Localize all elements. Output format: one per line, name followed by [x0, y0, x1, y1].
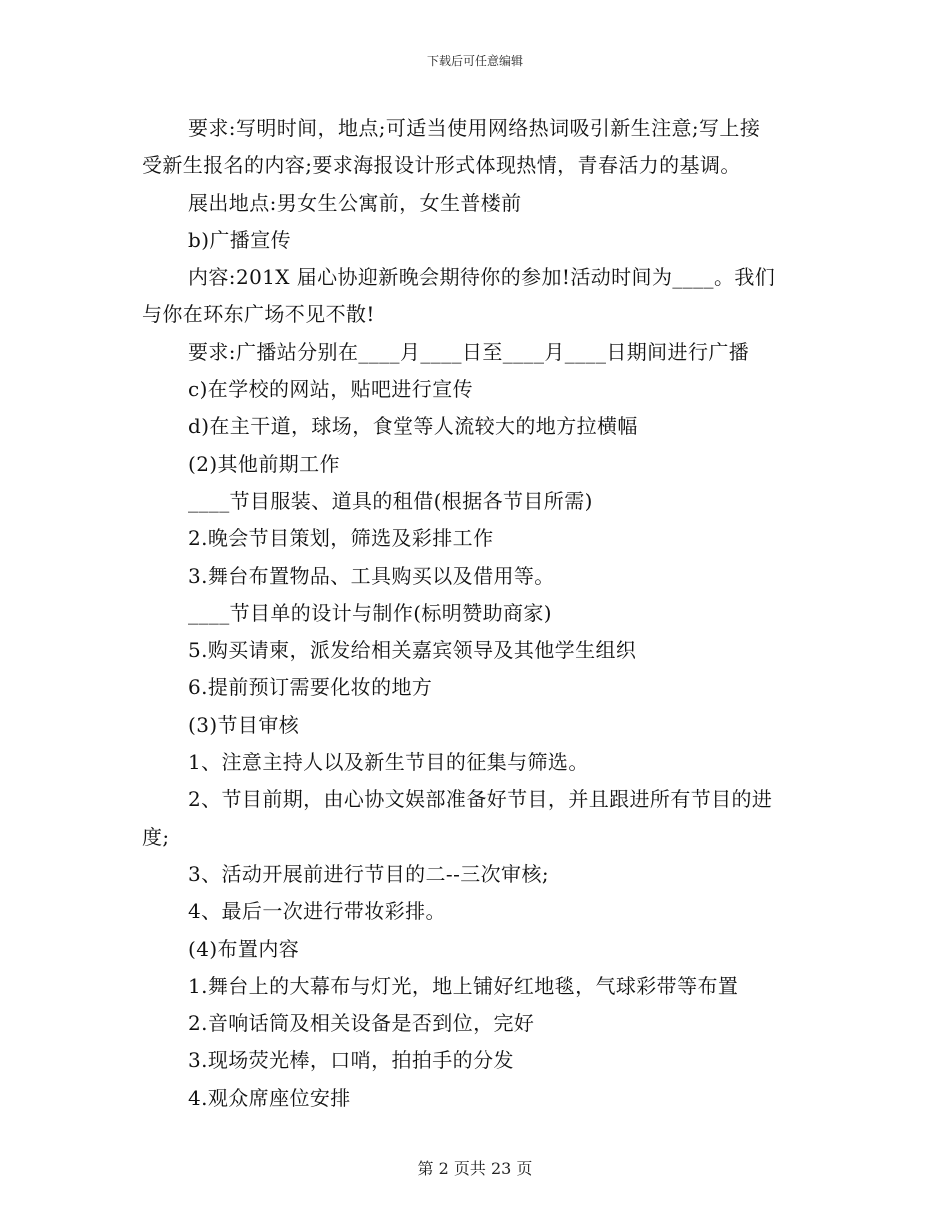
text-line: 6.提前预订需要化妆的地方 [188, 675, 433, 700]
text-line: 度; [142, 824, 170, 849]
text-line: 5.购买请柬，派发给相关嘉宾领导及其他学生组织 [188, 638, 637, 663]
text-line: 3、活动开展前进行节目的二--三次审核; [188, 861, 549, 886]
text-line: d)在主干道，球场，食堂等人流较大的地方拉横幅 [188, 414, 638, 439]
document-body [142, 110, 812, 1117]
text-line: ____节目单的设计与制作(标明赞助商家) [188, 600, 553, 625]
text-line: 3.舞台布置物品、工具购买以及借用等。 [188, 563, 555, 588]
text-line: 2、节目前期，由心协文娱部准备好节目，并且跟进所有节目的进 [188, 787, 773, 812]
text-line: (3)节目审核 [188, 712, 300, 737]
text-line: 内容:201X 届心协迎新晚会期待你的参加!活动时间为____。我们 [188, 265, 776, 290]
text-line: 1.舞台上的大幕布与灯光，地上铺好红地毯，气球彩带等布置 [188, 973, 739, 998]
text-line: (4)布置内容 [188, 936, 300, 961]
text-line: 2.音响话筒及相关设备是否到位，完好 [188, 1011, 535, 1036]
text-line: (2)其他前期工作 [188, 451, 340, 476]
text-line: 展出地点:男女生公寓前，女生普楼前 [188, 190, 522, 215]
text-line: 2.晚会节目策划，筛选及彩排工作 [188, 526, 494, 551]
page-header: 下载后可任意编辑 [426, 54, 523, 68]
text-line: 4、最后一次进行带妆彩排。 [188, 899, 446, 924]
text-line: b)广播宣传 [188, 227, 292, 252]
text-line: 1、注意主持人以及新生节目的征集与筛选。 [188, 750, 589, 775]
page-footer: 第 2 页共 23 页 [417, 1159, 533, 1178]
text-line: 要求:广播站分别在____月____日至____月____日期间进行广播 [188, 339, 750, 364]
text-line: ____节目服装、道具的租借(根据各节目所需) [188, 488, 593, 513]
text-line: 3.现场荧光棒，口哨，拍拍手的分发 [188, 1048, 514, 1073]
text-line: 受新生报名的内容;要求海报设计形式体现热情，青春活力的基调。 [142, 153, 741, 178]
text-line: 与你在环东广场不见不散! [142, 302, 375, 327]
text-line: 要求:写明时间，地点;可适当使用网络热词吸引新生注意;写上接 [188, 116, 761, 140]
text-line: c)在学校的网站，贴吧进行宣传 [188, 377, 474, 402]
text-line: 4.观众席座位安排 [188, 1085, 351, 1110]
